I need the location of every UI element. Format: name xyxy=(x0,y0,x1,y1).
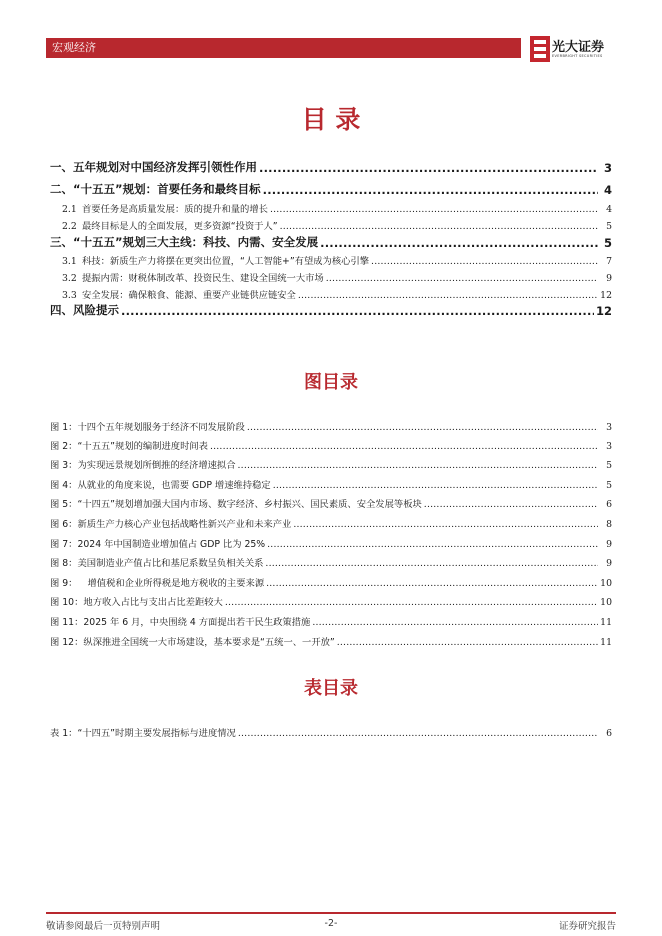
figure-label: 图 11： xyxy=(50,617,84,628)
figure-text: 2024 年中国制造业增加值占 GDP 比为 25% xyxy=(77,539,266,550)
figures-title: 图目录 xyxy=(304,372,358,393)
figure-entry[interactable] xyxy=(50,575,612,589)
figure-label: 图 1： xyxy=(50,422,78,433)
table-text: “十四五”时期主要发展指标与进度情况 xyxy=(77,728,236,739)
figure-page: 6 xyxy=(606,499,612,510)
figure-text: “十五五”规划的编制进度时间表 xyxy=(77,441,208,452)
footer-report-type: 证券研究报告 xyxy=(558,921,616,932)
logo-name: 光大证券 xyxy=(552,40,605,55)
toc-entry-text: 科技：新质生产力将摆在更突出位置，“人工智能+”有望成为核心引擎 xyxy=(82,256,370,267)
figure-text: 美国制造业产值占比和基尼系数呈负相关关系 xyxy=(77,558,264,569)
toc-entry-number: 3.1 xyxy=(62,256,77,267)
toc-subentry[interactable] xyxy=(62,253,612,267)
toc-entry-page: 5 xyxy=(603,236,612,250)
section-tab: 宏观经济 xyxy=(52,41,96,54)
table-page: 6 xyxy=(606,728,612,739)
table-label: 表 1： xyxy=(50,728,78,739)
toc-subentry[interactable] xyxy=(62,201,612,215)
figure-entry[interactable] xyxy=(50,634,612,648)
figure-text: 2025 年 6 月，中央围绕 4 方面提出若干民生政策措施 xyxy=(83,617,311,628)
figure-text: 增值税和企业所得税是地方税收的主要来源 xyxy=(87,578,265,589)
figure-entry[interactable] xyxy=(50,438,612,452)
toc-entry-number: 2.1 xyxy=(62,204,77,215)
figure-page: 11 xyxy=(600,637,612,648)
toc-entry-text: 首要任务是高质量发展：质的提升和量的增长 xyxy=(82,204,268,215)
tables-title: 表目录 xyxy=(304,678,358,699)
figure-page: 8 xyxy=(606,519,612,530)
figure-label: 图 4： xyxy=(50,480,78,491)
toc-subentry[interactable] xyxy=(62,287,612,301)
figure-text: 十四个五年规划服务于经济不同发展阶段 xyxy=(77,422,245,433)
toc-entry-number: 3.2 xyxy=(62,273,77,284)
logo-mark-icon xyxy=(530,36,550,62)
figure-label: 图 12： xyxy=(50,637,84,648)
figure-page: 10 xyxy=(600,597,612,608)
toc-entry[interactable] xyxy=(50,302,612,318)
toc-entry-page: 3 xyxy=(603,161,612,175)
footer-divider xyxy=(46,912,616,914)
figure-label: 图 8： xyxy=(50,558,78,569)
toc-entry-text: 最终目标是人的全面发展，更多资源“投资于人” xyxy=(82,221,278,232)
figure-label: 图 6： xyxy=(50,519,78,530)
toc-entry[interactable] xyxy=(50,159,612,175)
toc-title: 目 录 xyxy=(301,105,361,134)
figure-entry[interactable] xyxy=(50,516,612,530)
toc-entry-page: 12 xyxy=(595,304,612,318)
figure-text: 新质生产力核心产业包括战略性新兴产业和未来产业 xyxy=(77,519,292,530)
company-logo xyxy=(530,34,616,64)
toc-entry-text: 提振内需：财税体制改革、投资民生、建设全国统一大市场 xyxy=(82,273,324,284)
figure-page: 9 xyxy=(606,539,612,550)
page-number: -2- xyxy=(324,918,338,929)
toc-entry-page: 4 xyxy=(603,183,612,197)
figure-label: 图 7： xyxy=(50,539,78,550)
figure-entry[interactable] xyxy=(50,477,612,491)
toc-entry-text: 安全发展：确保粮食、能源、重要产业链供应链安全 xyxy=(82,290,296,301)
toc-entry-number: 2.2 xyxy=(62,221,77,232)
figure-entry[interactable] xyxy=(50,419,612,433)
table-entry[interactable] xyxy=(50,725,612,739)
figure-entry[interactable] xyxy=(50,496,612,510)
figure-page: 3 xyxy=(606,422,612,433)
figure-entry[interactable] xyxy=(50,457,612,471)
figure-entry[interactable] xyxy=(50,614,612,628)
figure-text: “十四五”规划增加强大国内市场、数字经济、乡村振兴、国民素质、安全发展等板块 xyxy=(77,499,422,510)
figure-page: 3 xyxy=(606,441,612,452)
figure-page: 11 xyxy=(600,617,612,628)
toc-entry[interactable] xyxy=(50,181,612,197)
toc-entry-text: 二、“十五五”规划：首要任务和最终目标 xyxy=(50,182,261,196)
toc-entry-page: 12 xyxy=(600,290,612,301)
figure-entry[interactable] xyxy=(50,594,612,608)
figure-entry[interactable] xyxy=(50,536,612,550)
toc-entry[interactable] xyxy=(50,234,612,250)
logo-english: EVERBRIGHT SECURITIES xyxy=(552,54,603,58)
figure-label: 图 3： xyxy=(50,460,78,471)
toc-entry-text: 一、五年规划对中国经济发挥引领性作用 xyxy=(50,160,257,174)
figure-label: 图 9： xyxy=(50,578,78,589)
figure-page: 5 xyxy=(606,460,612,471)
header-bar xyxy=(46,38,521,58)
toc-subentry[interactable] xyxy=(62,218,612,232)
figure-page: 9 xyxy=(606,558,612,569)
figure-label: 图 10： xyxy=(50,597,84,608)
toc-entry-number: 3.3 xyxy=(62,290,77,301)
toc-entry-text: 三、“十五五”规划三大主线：科技、内需、安全发展 xyxy=(50,235,319,249)
figure-text: 从就业的角度来说，也需要 GDP 增速维持稳定 xyxy=(77,480,271,491)
figure-label: 图 2： xyxy=(50,441,78,452)
figure-text: 地方收入占比与支出占比差距较大 xyxy=(83,597,223,608)
toc-entry-page: 5 xyxy=(606,221,612,232)
toc-entry-page: 9 xyxy=(606,273,612,284)
footer-disclaimer: 敬请参阅最后一页特别声明 xyxy=(46,921,161,932)
figure-label: 图 5： xyxy=(50,499,78,510)
toc-subentry[interactable] xyxy=(62,270,612,284)
figure-text: 为实现远景规划所倒推的经济增速拟合 xyxy=(77,460,236,471)
figure-page: 5 xyxy=(606,480,612,491)
figure-entry[interactable] xyxy=(50,555,612,569)
toc-entry-page: 4 xyxy=(606,204,612,215)
figure-text: 纵深推进全国统一大市场建设，基本要求是“五统一、一开放” xyxy=(83,637,335,648)
toc-entry-page: 7 xyxy=(606,256,612,267)
toc-entry-text: 四、风险提示 xyxy=(50,303,119,317)
figure-page: 10 xyxy=(600,578,612,589)
